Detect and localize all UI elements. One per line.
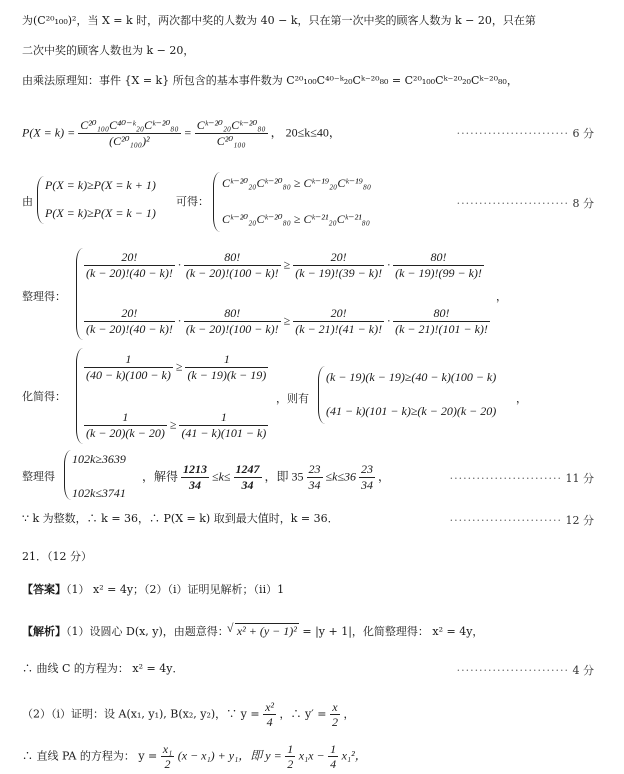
z1-f4 xyxy=(393,250,484,281)
z2-solve: ，解得 xyxy=(142,469,179,484)
sqrt-expression xyxy=(226,621,299,638)
sqrt-icon: √ xyxy=(226,621,234,635)
p-range: ， 20≤k≤40， xyxy=(270,125,341,140)
proof-c: ， xyxy=(343,707,355,721)
score-11 xyxy=(450,470,594,486)
p-lhs: P(X = k) = xyxy=(22,125,76,140)
z2-m1-den: 34 xyxy=(308,478,321,492)
z1-ge-2: ≥ xyxy=(283,313,291,328)
z2-ie: ，即 35 xyxy=(264,469,304,484)
z1-f6-den: (k − 20)!(100 − k)! xyxy=(185,322,279,336)
h-then: ，则有 xyxy=(276,392,309,405)
z1-f8 xyxy=(393,306,490,337)
z1-f2 xyxy=(184,250,281,281)
text-line-3: 由乘法原理知：事件 {X = k} 所包含的基本事件数为 C²⁰₁₀₀C⁴⁰⁻ᵏ₂₀Cᵏ⁻²⁰₈₀ = C²⁰₁₀₀Cᵏ⁻²⁰₂₀Cᵏ⁻²⁰₈₀， xyxy=(22,74,518,87)
h-row-2 xyxy=(84,410,268,441)
dots-4: ························· xyxy=(456,664,569,677)
score-8 xyxy=(457,195,594,211)
pa-frac-1 xyxy=(161,742,175,771)
analysis-text-1: （1）设圆心 D(x, y)，由题意得： xyxy=(66,625,229,638)
z1-f8-den: (k − 21)!(101 − k)! xyxy=(395,322,488,336)
z1-f2-den: (k − 20)!(100 − k)! xyxy=(185,266,279,280)
pa-c: x₁x − xyxy=(298,748,325,763)
proof-frac-1 xyxy=(263,700,276,729)
h-f4 xyxy=(179,410,268,441)
dots-12: ························· xyxy=(449,514,562,527)
h-f1-den: (40 − k)(100 − k) xyxy=(86,368,171,382)
h-r1: (k − 19)(k − 19)≥(40 − k)(100 − k) xyxy=(326,370,497,384)
p-num-2: Cᵏ⁻²⁰₂₀Cᵏ⁻²⁰₈₀ xyxy=(196,118,266,132)
h-brace xyxy=(76,348,83,444)
score-6-label: 6 分 xyxy=(572,127,594,140)
z2-m2-num: 23 xyxy=(361,462,374,476)
z2-le2: ≤k≤36 xyxy=(325,469,357,484)
line-pa xyxy=(22,742,367,771)
z2-solution xyxy=(142,462,390,493)
h-f4-num: 1 xyxy=(179,410,268,426)
text-line-2: 二次中奖的顾客人数也为 k − 20， xyxy=(22,44,195,57)
text-line-1: 为(C²⁰₁₀₀)²，当 X = k 时，两次都中奖的人数为 40 − k，只在第一次中奖的顾客人数为 k − 20，只在第 xyxy=(22,14,536,27)
p-fraction-1 xyxy=(78,118,180,149)
question-21: 21．（12 分） xyxy=(22,550,92,563)
pa-f2-num: 1 xyxy=(287,742,294,756)
pa-f3-den: 4 xyxy=(330,757,337,771)
h-f1-num: 1 xyxy=(84,352,173,368)
analysis-line xyxy=(22,621,484,639)
z1-row-2 xyxy=(84,306,490,337)
z1-f3 xyxy=(293,250,384,281)
score-4-label: 4 分 xyxy=(572,664,594,677)
p-den-1: (C²⁰₁₀₀)² xyxy=(109,134,150,148)
h-ge-1: ≥ xyxy=(175,359,183,374)
proof-line xyxy=(22,700,354,729)
z2-f1-num: 1213 xyxy=(183,462,208,476)
z1-f3-num: 20! xyxy=(293,250,384,266)
z1-row-1 xyxy=(84,250,484,281)
h-label: 化简得： xyxy=(22,390,66,403)
h-f3 xyxy=(84,410,167,441)
z1-f6-num: 80! xyxy=(184,306,281,322)
z1-f5-den: (k − 20)!(40 − k)! xyxy=(86,322,173,336)
z1-ge-1: ≥ xyxy=(283,257,291,272)
sys1-c: Cᵏ⁻²⁰₂₀Cᵏ⁻²⁰₈₀ ≥ Cᵏ⁻¹⁹₂₀Cᵏ⁻¹⁹₈₀ xyxy=(222,176,372,190)
h-f2-den: (k − 19)(k − 19) xyxy=(187,368,267,382)
answer-line xyxy=(22,583,284,597)
z1-dot-4: · xyxy=(387,313,391,328)
sys1-b: P(X = k)≥P(X = k − 1) xyxy=(45,206,156,220)
answer-text: （1） x² = 4y；（2）（i）证明见解析；（ii）1 xyxy=(66,583,285,596)
z2-f1 xyxy=(181,462,209,493)
dots-8: ························· xyxy=(456,197,569,210)
z2-f1-den: 34 xyxy=(189,478,202,492)
h-f3-num: 1 xyxy=(84,410,167,426)
score-12 xyxy=(450,512,594,528)
integer-line: ∵ k 为整数，∴ k = 36，∴ P(X = k) 取到最大值时，k = 36． xyxy=(22,512,339,525)
z1-comma: ， xyxy=(496,290,507,303)
answer-tag: 【答案】 xyxy=(22,583,66,596)
h-ge-2: ≥ xyxy=(169,417,177,432)
z1-label: 整理得： xyxy=(22,290,66,303)
score-4 xyxy=(457,662,594,678)
analysis-tag: 【解析】 xyxy=(22,625,66,638)
dots-6: ························· xyxy=(456,127,569,140)
pa-b: (x − x₁) + y₁，即 y = xyxy=(177,748,282,763)
sys1-brace xyxy=(37,176,44,224)
z2-end: ， xyxy=(378,469,391,484)
dots-11: ························· xyxy=(449,472,562,485)
z1-f1-den: (k − 20)!(40 − k)! xyxy=(86,266,173,280)
p-den-2: C²⁰₁₀₀ xyxy=(216,134,246,148)
z1-f7 xyxy=(293,306,384,337)
p-num-1: C²⁰₁₀₀C⁴⁰⁻ᵏ₂₀Cᵏ⁻²⁰₈₀ xyxy=(80,118,179,132)
z1-f2-num: 80! xyxy=(184,250,281,266)
h-brace-2 xyxy=(318,366,325,424)
score-12-label: 12 分 xyxy=(565,514,594,527)
h-comma: ， xyxy=(516,392,527,405)
z2-m1 xyxy=(307,462,323,493)
pa-d: x₁²， xyxy=(341,748,367,763)
z1-f6 xyxy=(184,306,281,337)
sys1-a: P(X = k)≥P(X = k + 1) xyxy=(45,178,156,192)
z1-f8-num: 80! xyxy=(393,306,490,322)
pa-f1-num: x₁ xyxy=(162,742,173,756)
analysis-text-2: = |y + 1|，化简整理得： x² = 4y， xyxy=(298,625,484,638)
proof-f1-num: x² xyxy=(265,700,275,714)
score-6 xyxy=(457,125,594,141)
pa-a: ∴ 直线 PA 的方程为： y = xyxy=(22,749,158,763)
sys1-mid: 可得： xyxy=(176,195,209,208)
z2-m2 xyxy=(359,462,375,493)
pa-f2-den: 2 xyxy=(287,757,294,771)
proof-f2-num: x xyxy=(330,700,340,715)
z2-label: 整理得 xyxy=(22,470,55,483)
proof-a: （2）（i）证明：设 A(x₁, y₁), B(x₂, y₂)，∵ y = xyxy=(22,707,260,721)
score-11-label: 11 分 xyxy=(565,472,594,485)
z2-m2-den: 34 xyxy=(361,478,374,492)
z2-a: 102k≥3639 xyxy=(72,452,126,466)
z2-f2-num: 1247 xyxy=(235,462,260,476)
sqrt-content: x² + (y − 1)² xyxy=(236,624,297,638)
z1-f1-num: 20! xyxy=(84,250,175,266)
p-eq: = xyxy=(183,125,192,140)
h-row-1 xyxy=(84,352,268,383)
z1-dot-3: · xyxy=(177,313,181,328)
proof-frac-2 xyxy=(330,700,340,729)
pa-f1-den: 2 xyxy=(164,757,171,771)
z1-dot-2: · xyxy=(387,257,391,272)
sys1-prefix: 由 xyxy=(22,195,33,208)
pa-frac-3 xyxy=(328,742,338,771)
proof-f1-den: 4 xyxy=(266,715,273,729)
h-f3-den: (k − 20)(k − 20) xyxy=(86,426,165,440)
sys1-d: Cᵏ⁻²⁰₂₀Cᵏ⁻²⁰₈₀ ≥ Cᵏ⁻²¹₂₀Cᵏ⁻²¹₈₀ xyxy=(222,212,371,226)
curve-equation: ∴ 曲线 C 的方程为： x² = 4y． xyxy=(22,662,184,675)
h-f1 xyxy=(84,352,173,383)
z1-f7-num: 20! xyxy=(293,306,384,322)
z1-dot-1: · xyxy=(177,257,181,272)
probability-formula xyxy=(22,118,341,149)
sys1-brace-2 xyxy=(213,172,220,232)
z2-f2-den: 34 xyxy=(241,478,254,492)
z1-f4-den: (k − 19)!(99 − k)! xyxy=(395,266,482,280)
z2-m1-num: 23 xyxy=(308,462,321,476)
pa-f3-num: 1 xyxy=(330,742,337,756)
proof-f2-den: 2 xyxy=(331,715,338,729)
z1-f7-den: (k − 21)!(41 − k)! xyxy=(295,322,383,336)
z1-f1 xyxy=(84,250,175,281)
pa-frac-2 xyxy=(285,742,295,771)
z2-b: 102k≤3741 xyxy=(72,486,126,500)
z1-f5 xyxy=(84,306,175,337)
h-f2-num: 1 xyxy=(185,352,268,368)
z2-le: ≤k≤ xyxy=(212,469,231,484)
proof-b: ，∴ y′ = xyxy=(279,707,327,721)
z1-f5-num: 20! xyxy=(84,306,175,322)
h-f4-den: (41 − k)(101 − k) xyxy=(181,426,267,440)
score-8-label: 8 分 xyxy=(572,197,594,210)
z1-brace xyxy=(76,248,83,340)
p-fraction-2 xyxy=(195,118,268,149)
z2-brace xyxy=(64,450,71,500)
h-r2: (41 − k)(101 − k)≥(k − 20)(k − 20) xyxy=(326,404,497,418)
z1-f4-num: 80! xyxy=(393,250,484,266)
h-f2 xyxy=(185,352,268,383)
z2-f2 xyxy=(234,462,262,493)
z1-f3-den: (k − 19)!(39 − k)! xyxy=(295,266,383,280)
